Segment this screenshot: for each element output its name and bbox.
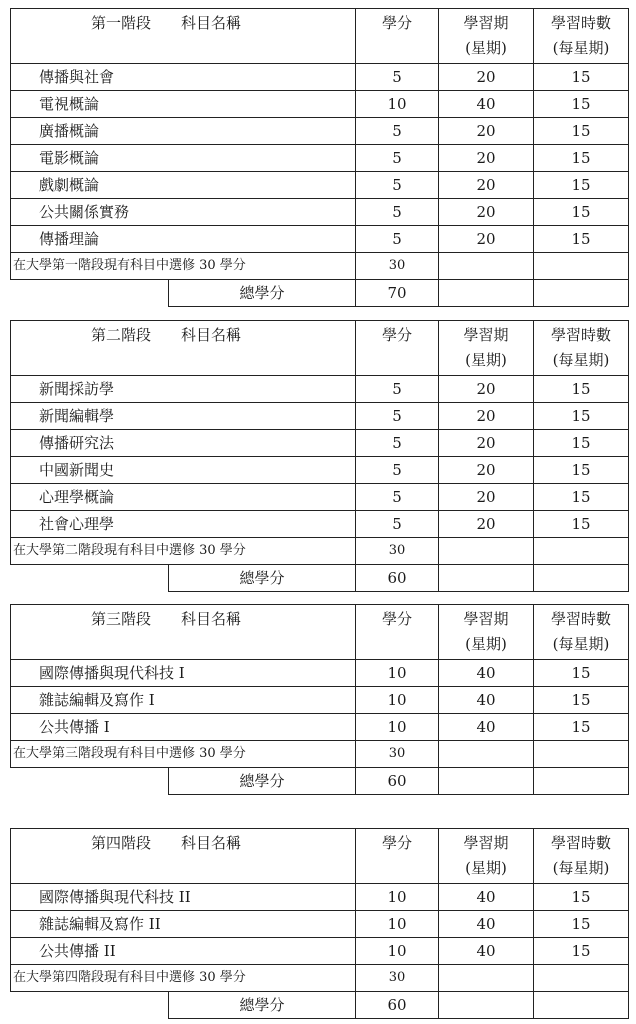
total-credits: 70 (356, 280, 439, 307)
header-row (11, 605, 629, 660)
course-name: 電影概論 (11, 145, 356, 172)
course-hours: 15 (534, 91, 629, 118)
course-weeks: 20 (439, 403, 534, 430)
elective-row (11, 965, 629, 992)
course-weeks: 20 (439, 484, 534, 511)
credits-header: 學分 (381, 326, 412, 344)
period-unit: (星期) (465, 859, 507, 877)
hours-header: 學習時數 (550, 610, 611, 628)
period-unit: (星期) (465, 635, 507, 653)
stage-4-table (10, 828, 629, 992)
course-row (11, 911, 629, 938)
hours-unit: (每星期) (552, 635, 610, 653)
course-row (11, 64, 629, 91)
total-label: 總學分 (169, 280, 356, 307)
course-row (11, 430, 629, 457)
total-label: 總學分 (169, 565, 356, 592)
course-name: 戲劇概論 (11, 172, 356, 199)
course-weeks: 20 (439, 145, 534, 172)
stage-title: 第二階段 科目名稱 (91, 326, 242, 344)
hours-unit: (每星期) (552, 351, 610, 369)
course-credits: 10 (356, 938, 439, 965)
elective-row (11, 253, 629, 280)
total-credits: 60 (356, 565, 439, 592)
course-name: 傳播研究法 (11, 430, 356, 457)
course-row (11, 484, 629, 511)
course-credits: 5 (356, 484, 439, 511)
course-credits: 5 (356, 457, 439, 484)
course-row (11, 687, 629, 714)
course-credits: 5 (356, 376, 439, 403)
period-header: 學習期 (463, 14, 509, 32)
course-hours: 15 (534, 376, 629, 403)
stage-4-table-wrap (10, 828, 628, 1019)
course-credits: 5 (356, 172, 439, 199)
course-hours: 15 (534, 64, 629, 91)
hours-header: 學習時數 (550, 834, 611, 852)
course-hours: 15 (534, 660, 629, 687)
stage-title: 第三階段 科目名稱 (91, 610, 242, 628)
period-unit: (星期) (465, 39, 507, 57)
stage-title: 第四階段 科目名稱 (91, 834, 242, 852)
course-name: 心理學概論 (11, 484, 356, 511)
course-weeks: 20 (439, 172, 534, 199)
stage-2-total (168, 565, 629, 592)
course-hours: 15 (534, 911, 629, 938)
course-hours: 15 (534, 457, 629, 484)
stage-1-table-wrap (10, 8, 628, 307)
course-weeks: 40 (439, 687, 534, 714)
course-credits: 10 (356, 714, 439, 741)
course-name: 電視概論 (11, 91, 356, 118)
course-name: 國際傳播與現代科技 I (11, 660, 356, 687)
course-hours: 15 (534, 484, 629, 511)
course-name: 傳播理論 (11, 226, 356, 253)
course-weeks: 20 (439, 376, 534, 403)
stage-1-table (10, 8, 629, 280)
course-hours: 15 (534, 118, 629, 145)
course-row (11, 118, 629, 145)
elective-label: 在大學第四階段現有科目中選修 30 學分 (11, 965, 356, 992)
course-row (11, 199, 629, 226)
course-hours: 15 (534, 687, 629, 714)
course-credits: 5 (356, 145, 439, 172)
course-credits: 10 (356, 660, 439, 687)
course-weeks: 20 (439, 430, 534, 457)
course-name: 廣播概論 (11, 118, 356, 145)
course-hours: 15 (534, 511, 629, 538)
course-credits: 10 (356, 91, 439, 118)
course-hours: 15 (534, 714, 629, 741)
course-credits: 5 (356, 226, 439, 253)
total-row (169, 992, 629, 1019)
period-header: 學習期 (463, 834, 509, 852)
course-row (11, 226, 629, 253)
course-row (11, 884, 629, 911)
credits-header: 學分 (381, 610, 412, 628)
course-hours: 15 (534, 145, 629, 172)
total-label: 總學分 (169, 992, 356, 1019)
course-weeks: 40 (439, 714, 534, 741)
course-hours: 15 (534, 884, 629, 911)
course-credits: 5 (356, 199, 439, 226)
course-hours: 15 (534, 172, 629, 199)
course-name: 中國新聞史 (11, 457, 356, 484)
course-weeks: 20 (439, 226, 534, 253)
course-name: 國際傳播與現代科技 II (11, 884, 356, 911)
course-hours: 15 (534, 430, 629, 457)
course-row (11, 145, 629, 172)
course-weeks: 20 (439, 118, 534, 145)
course-name: 雜誌編輯及寫作 I (11, 687, 356, 714)
course-credits: 10 (356, 884, 439, 911)
total-row (169, 565, 629, 592)
course-hours: 15 (534, 199, 629, 226)
course-name: 社會心理學 (11, 511, 356, 538)
header-row (11, 9, 629, 64)
course-row (11, 91, 629, 118)
credits-header: 學分 (381, 834, 412, 852)
period-header: 學習期 (463, 610, 509, 628)
course-row (11, 660, 629, 687)
stage-4-total (168, 992, 629, 1019)
stage-2-table (10, 320, 629, 565)
course-weeks: 20 (439, 511, 534, 538)
stage-2-table-wrap (10, 320, 628, 592)
course-row (11, 938, 629, 965)
course-row (11, 457, 629, 484)
course-weeks: 20 (439, 64, 534, 91)
course-row (11, 403, 629, 430)
header-row (11, 321, 629, 376)
total-credits: 60 (356, 992, 439, 1019)
stage-3-total (168, 768, 629, 795)
course-row (11, 714, 629, 741)
course-weeks: 40 (439, 938, 534, 965)
elective-credits: 30 (356, 741, 439, 768)
total-credits: 60 (356, 768, 439, 795)
course-name: 傳播與社會 (11, 64, 356, 91)
stage-1-total (168, 280, 629, 307)
course-weeks: 40 (439, 91, 534, 118)
elective-label: 在大學第三階段現有科目中選修 30 學分 (11, 741, 356, 768)
course-credits: 10 (356, 687, 439, 714)
course-name: 雜誌編輯及寫作 II (11, 911, 356, 938)
course-weeks: 40 (439, 911, 534, 938)
course-hours: 15 (534, 938, 629, 965)
elective-row (11, 741, 629, 768)
course-name: 新聞採訪學 (11, 376, 356, 403)
total-row (169, 280, 629, 307)
stage-3-table-wrap (10, 604, 628, 795)
course-weeks: 40 (439, 660, 534, 687)
course-name: 公共傳播 I (11, 714, 356, 741)
header-row (11, 829, 629, 884)
course-credits: 5 (356, 118, 439, 145)
course-name: 新聞編輯學 (11, 403, 356, 430)
stage-3-table (10, 604, 629, 768)
elective-label: 在大學第二階段現有科目中選修 30 學分 (11, 538, 356, 565)
hours-header: 學習時數 (550, 14, 611, 32)
course-name: 公共關係實務 (11, 199, 356, 226)
course-row (11, 172, 629, 199)
course-credits: 10 (356, 911, 439, 938)
elective-credits: 30 (356, 965, 439, 992)
total-row (169, 768, 629, 795)
course-row (11, 511, 629, 538)
course-weeks: 40 (439, 884, 534, 911)
course-hours: 15 (534, 403, 629, 430)
hours-unit: (每星期) (552, 39, 610, 57)
course-name: 公共傳播 II (11, 938, 356, 965)
course-weeks: 20 (439, 199, 534, 226)
elective-credits: 30 (356, 253, 439, 280)
period-header: 學習期 (463, 326, 509, 344)
course-hours: 15 (534, 226, 629, 253)
elective-label: 在大學第一階段現有科目中選修 30 學分 (11, 253, 356, 280)
course-row (11, 376, 629, 403)
elective-row (11, 538, 629, 565)
course-credits: 5 (356, 64, 439, 91)
course-credits: 5 (356, 403, 439, 430)
period-unit: (星期) (465, 351, 507, 369)
course-credits: 5 (356, 511, 439, 538)
hours-header: 學習時數 (550, 326, 611, 344)
credits-header: 學分 (381, 14, 412, 32)
elective-credits: 30 (356, 538, 439, 565)
total-label: 總學分 (169, 768, 356, 795)
hours-unit: (每星期) (552, 859, 610, 877)
course-credits: 5 (356, 430, 439, 457)
stage-title: 第一階段 科目名稱 (91, 14, 242, 32)
course-weeks: 20 (439, 457, 534, 484)
